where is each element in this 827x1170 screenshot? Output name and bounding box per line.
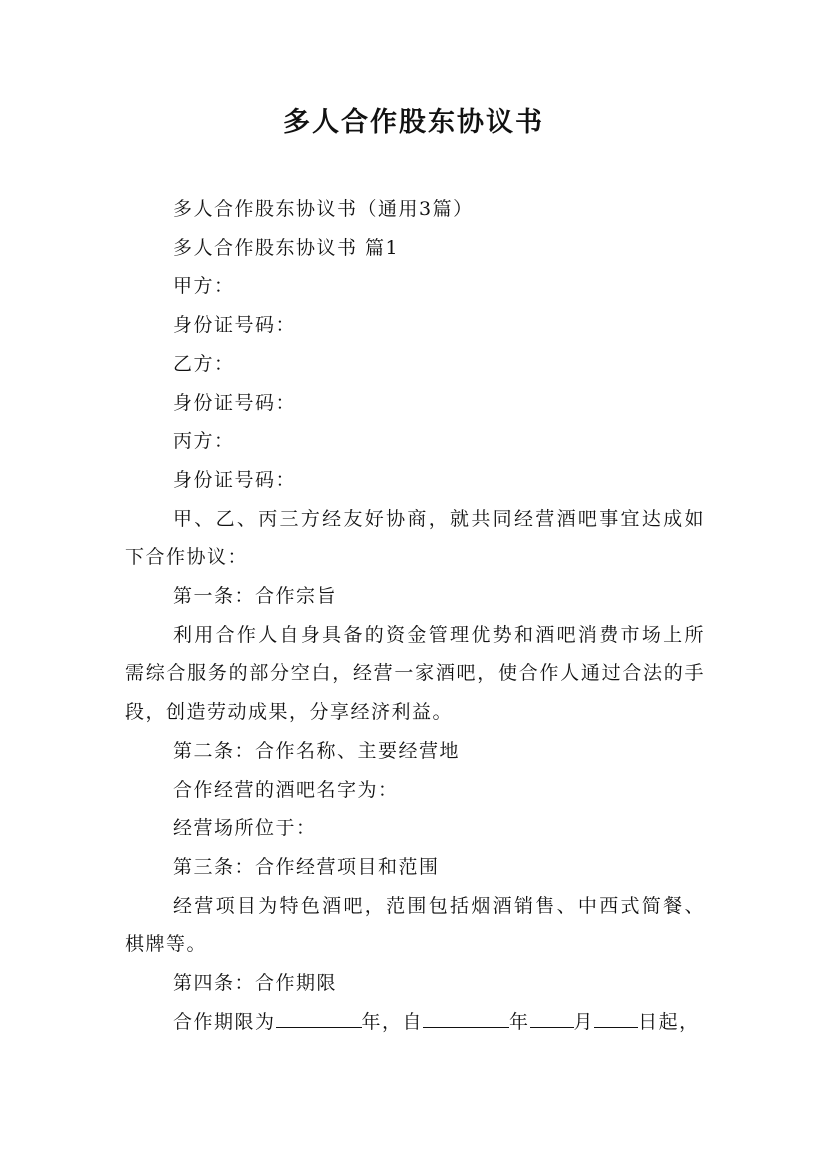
- article-2-heading: 第二条：合作名称、主要经营地: [173, 739, 461, 762]
- start-day-blank: [594, 1005, 638, 1028]
- article-4-heading: 第四条：合作期限: [173, 972, 338, 995]
- term-text-5: 日起，: [638, 1010, 700, 1033]
- article-1-body: 利用合作人自身具备的资金管理优势和酒吧消费市场上所需综合服务的部分空白，经营一家酒吧，使合作人通过合法的手段，创造劳动成果，分享经济利益。: [125, 623, 705, 724]
- document-body: [125, 190, 705, 1041]
- term-text-2: 年，自: [361, 1010, 424, 1033]
- start-month-blank: [530, 1005, 574, 1028]
- paragraph-party-b: 乙方：: [173, 352, 235, 375]
- paragraph-subtitle: 多人合作股东协议书（通用3篇）: [173, 198, 474, 220]
- paragraph-party-c-id: 身份证号码：: [173, 468, 297, 491]
- start-year-blank: [423, 1005, 509, 1028]
- article-3-body: 经营项目为特色酒吧，范围包括烟酒销售、中西式简餐、棋牌等。: [125, 894, 705, 956]
- document-title: 多人合作股东协议书: [283, 107, 544, 138]
- term-years-blank: [276, 1005, 362, 1028]
- term-text-3: 年: [509, 1010, 530, 1033]
- article-3-heading: 第三条：合作经营项目和范围: [173, 855, 440, 878]
- paragraph-party-a-id: 身份证号码：: [173, 314, 297, 337]
- paragraph-party-c: 丙方：: [173, 430, 235, 453]
- paragraph-party-a: 甲方：: [173, 275, 235, 298]
- article-2-bar-name: 合作经营的酒吧名字为：: [173, 778, 399, 801]
- term-text-1: 合作期限为: [173, 1010, 276, 1033]
- term-text-4: 月: [573, 1010, 595, 1033]
- paragraph-intro: 甲、乙、丙三方经友好协商，就共同经营酒吧事宜达成如下合作协议：: [125, 507, 705, 569]
- paragraph-party-b-id: 身份证号码：: [173, 391, 297, 414]
- article-1-heading: 第一条：合作宗旨: [173, 585, 338, 608]
- article-2-location: 经营场所位于：: [173, 817, 317, 840]
- paragraph-section-heading: 多人合作股东协议书 篇1: [173, 236, 400, 259]
- article-4-term-line: [125, 1003, 705, 1042]
